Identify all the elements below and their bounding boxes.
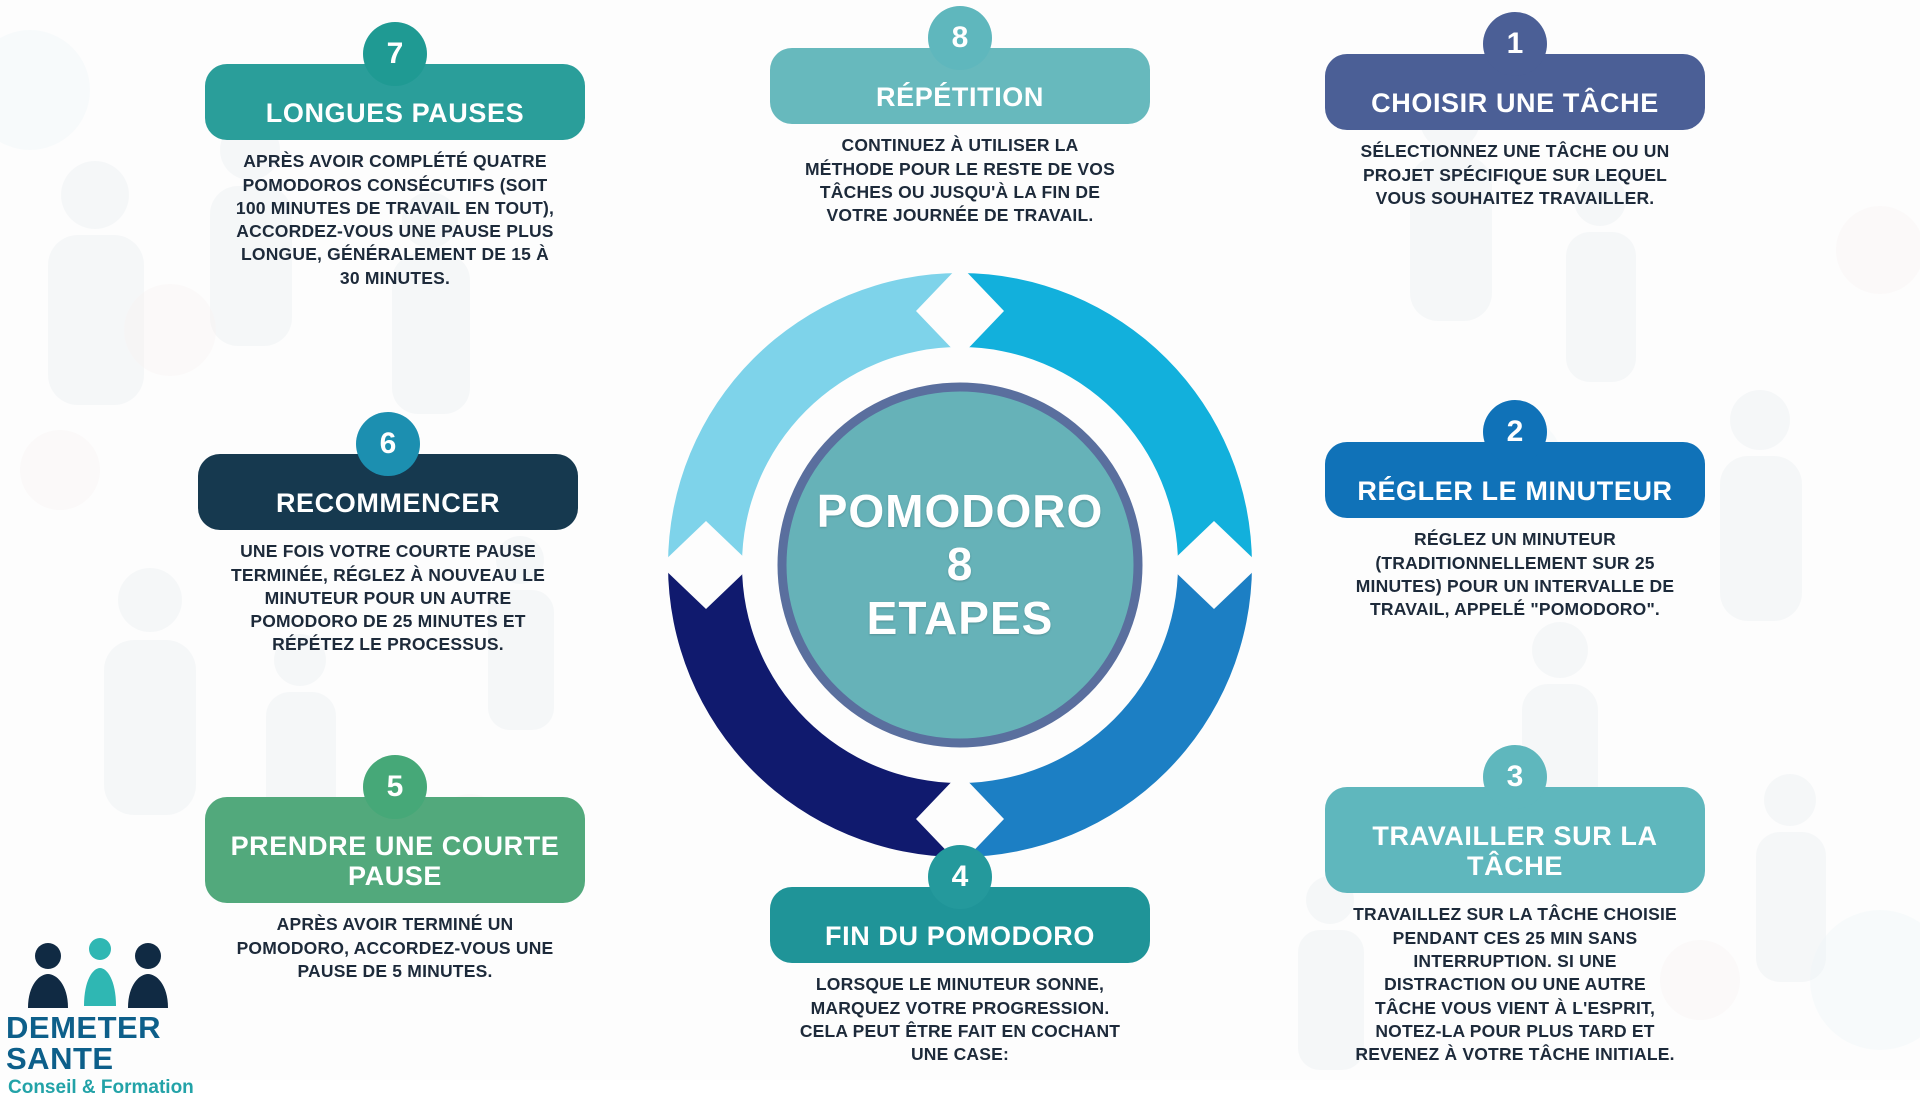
step-text-6: UNE FOIS VOTRE COURTE PAUSE TERMINÉE, RÉGLEZ À NOUVEAU LE MINUTEUR POUR UN AUTRE POMODORO DE 25 MINUTES ET RÉPÉTEZ LE PROCESSUS. xyxy=(230,541,545,655)
step-card-1[interactable] xyxy=(1325,12,1705,210)
step-title-5: PRENDRE UNE COURTE PAUSE xyxy=(205,797,585,903)
step-number-8: 8 xyxy=(928,6,992,70)
step-title-1: CHOISIR UNE TÂCHE xyxy=(1325,54,1705,130)
step-title-3: TRAVAILLER SUR LA TÂCHE xyxy=(1325,787,1705,893)
step-number-2: 2 xyxy=(1483,400,1547,464)
step-title-8: RÉPÉTITION xyxy=(770,48,1150,124)
center-title-line1: POMODORO xyxy=(816,484,1104,537)
center-title-line2: 8 xyxy=(946,538,974,591)
step-text-5: APRÈS AVOIR TERMINÉ UN POMODORO, ACCORDEZ-VOUS UNE PAUSE DE 5 MINUTES. xyxy=(236,914,554,981)
step-text-1: SÉLECTIONNEZ UNE TÂCHE OU UN PROJET SPÉCIFIQUE SUR LEQUEL VOUS SOUHAITEZ TRAVAILLER. xyxy=(1360,141,1670,208)
step-text-3: TRAVAILLEZ SUR LA TÂCHE CHOISIE PENDANT CES 25 MIN SANS INTERRUPTION. SI UNE DISTRACTION OU UNE AUTRE TÂCHE VOUS VIENT À L'ESPRIT, NOTEZ-LA POUR PLUS TARD ET REVENEZ À VOTRE TÂCHE INITIALE. xyxy=(1353,904,1677,1065)
step-title-2: RÉGLER LE MINUTEUR xyxy=(1325,442,1705,518)
center-title xyxy=(770,485,1150,645)
step-text-8: CONTINUEZ À UTILISER LA MÉTHODE POUR LE RESTE DE VOS TÂCHES OU JUSQU'À LA FIN DE VOTRE JOURNÉE DE TRAVAIL. xyxy=(805,135,1115,226)
step-title-6: RECOMMENCER xyxy=(198,454,578,530)
step-number-6: 6 xyxy=(356,412,420,476)
logo-block[interactable] xyxy=(0,940,230,1097)
step-card-3[interactable] xyxy=(1325,745,1705,1066)
demeter-logo-icon xyxy=(14,940,184,1012)
step-number-1: 1 xyxy=(1483,12,1547,76)
step-card-7[interactable] xyxy=(205,22,585,290)
logo-company-name: DEMETER SANTE xyxy=(6,1010,162,1076)
step-title-4: FIN DU POMODORO xyxy=(770,887,1150,963)
step-text-4: LORSQUE LE MINUTEUR SONNE, MARQUEZ VOTRE PROGRESSION. CELA PEUT ÊTRE FAIT EN COCHANT UNE CASE: xyxy=(799,974,1121,1065)
step-number-7: 7 xyxy=(363,22,427,86)
step-text-7: APRÈS AVOIR COMPLÉTÉ QUATRE POMODOROS CONSÉCUTIFS (SOIT 100 MINUTES DE TRAVAIL EN TOUT), ACCORDEZ-VOUS UNE PAUSE PLUS LONGUE, GÉNÉRALEMENT DE 15 À 30 MINUTES. xyxy=(235,151,555,288)
center-title-line3: ETAPES xyxy=(866,591,1054,644)
step-card-5[interactable] xyxy=(205,755,585,983)
step-number-4: 4 xyxy=(928,845,992,909)
step-text-2: RÉGLEZ UN MINUTEUR (TRADITIONNELLEMENT SUR 25 MINUTES) POUR UN INTERVALLE DE TRAVAIL, APPELÉ "POMODORO". xyxy=(1355,529,1675,620)
step-number-5: 5 xyxy=(363,755,427,819)
step-card-6[interactable] xyxy=(198,412,578,657)
central-pomodoro-wheel xyxy=(660,265,1260,865)
logo-people-mark xyxy=(14,940,184,1012)
logo-tagline: Conseil & Formation xyxy=(8,1077,194,1098)
step-title-7: LONGUES PAUSES xyxy=(205,64,585,140)
step-number-3: 3 xyxy=(1483,745,1547,809)
step-card-8[interactable] xyxy=(770,6,1150,227)
step-card-4[interactable] xyxy=(770,845,1150,1066)
step-card-2[interactable] xyxy=(1325,400,1705,621)
